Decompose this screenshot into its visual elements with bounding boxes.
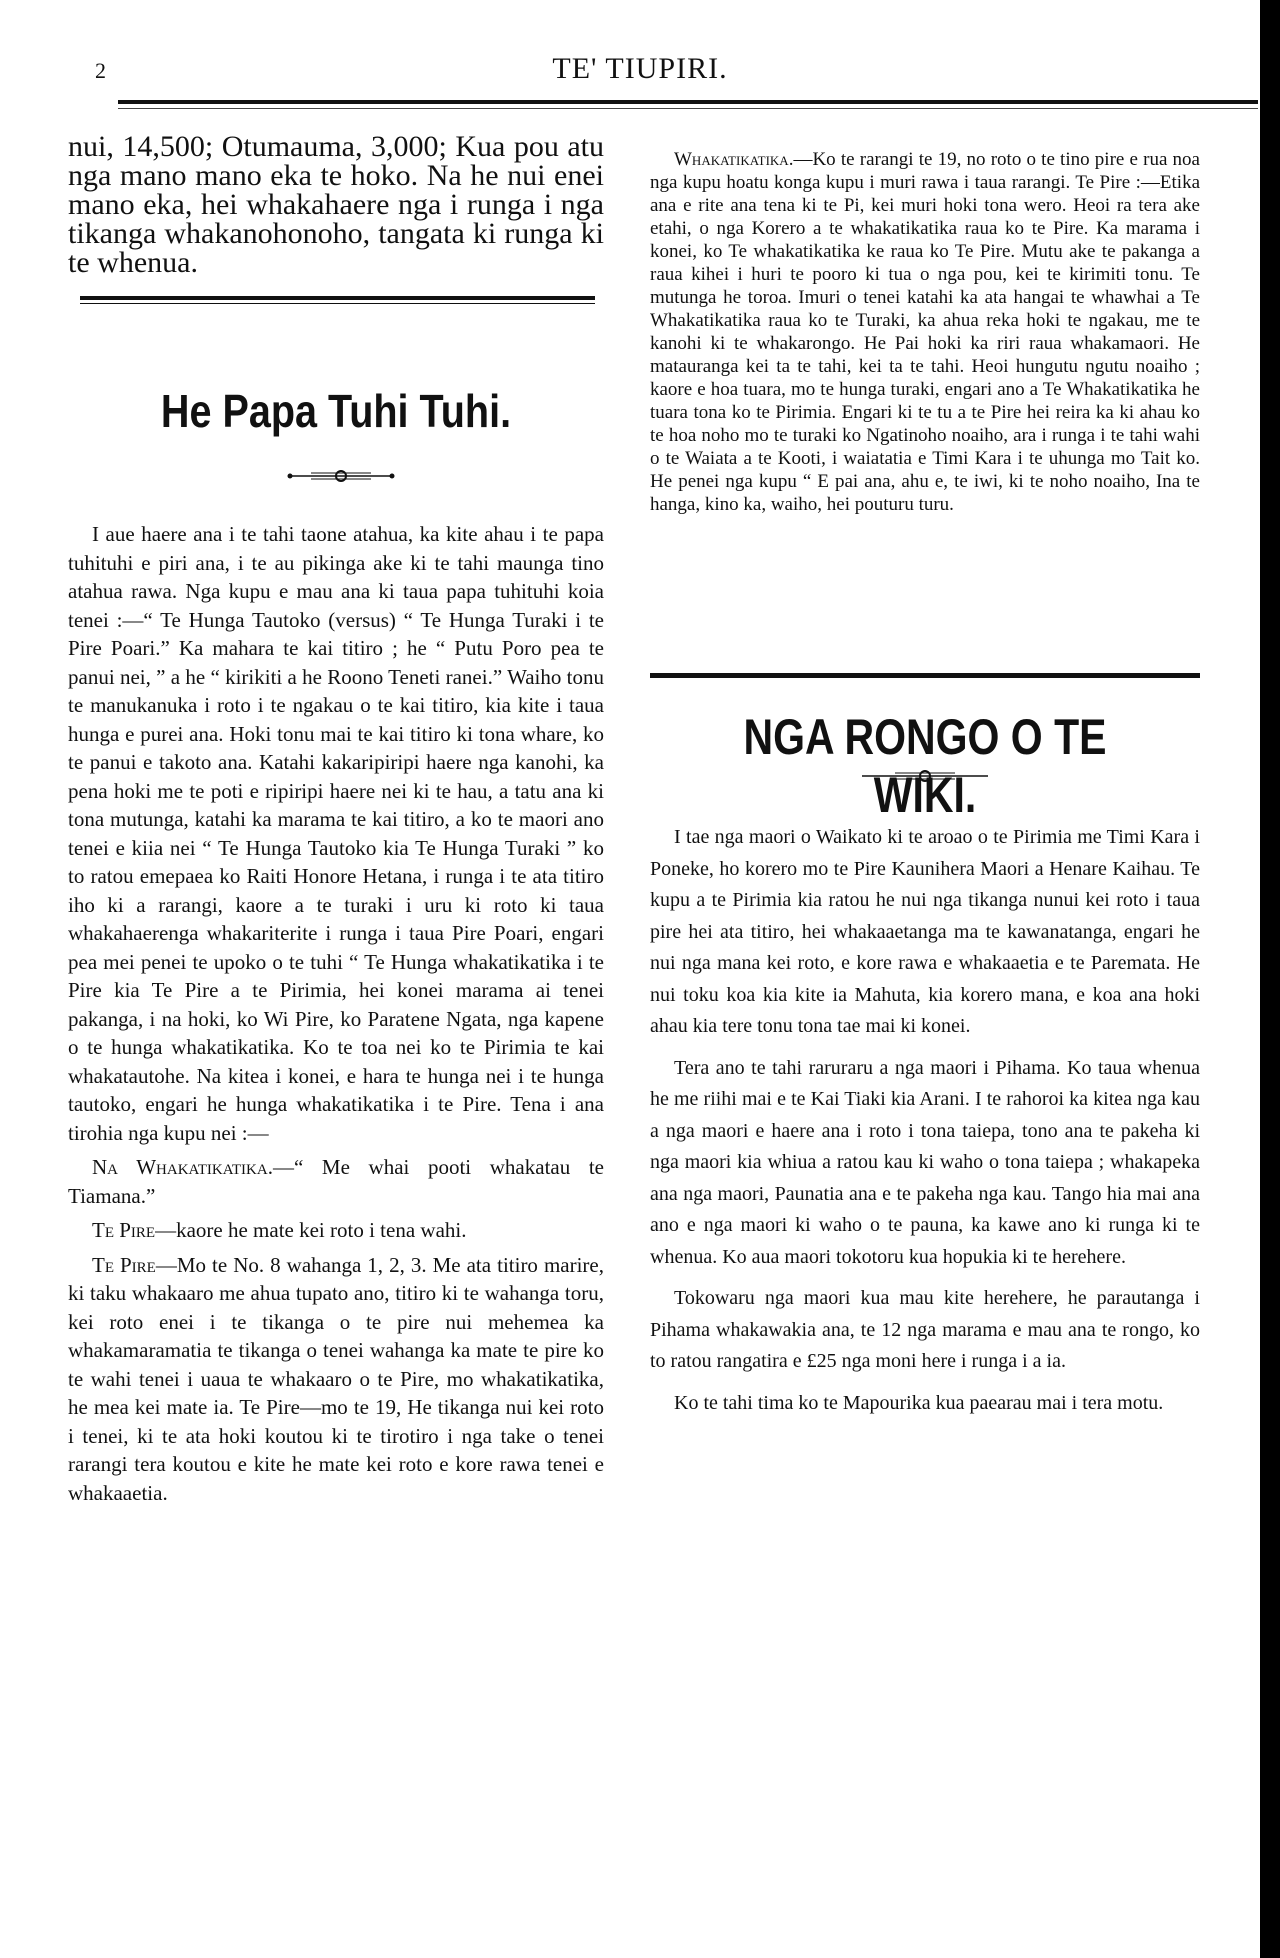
- whakatikatika-section: [650, 148, 1200, 516]
- left-intro-paragraph: [68, 132, 604, 277]
- speaker-label: Te Pire: [92, 1252, 156, 1277]
- header-rule: [118, 100, 1258, 104]
- ornament-divider-icon: [860, 768, 990, 784]
- news-paragraph: I tae nga maori o Waikato ki te aroao o te Pirimia me Timi Kara i Poneke, ho korero mo te Pire Kaunihera Maori a Henare Kaihau. Te kupu a te Pirimia kia ratou he nui nga tikanga nunui kei roto i taua pire hei ata titiro, hei whakaaetanga ma te kawanatanga, engari he nui nga mana kei roto, e kore rawa e whakaaetia e te Paremata. He nui toku koa kia kite ia Mahuta, kia korero mana, e koa ana hoki ahau kia tere tonu tona tae mai ki konei.: [650, 826, 1200, 1037]
- speaker-text: —Ko te rarangi te 19, no roto o te tino pire e rua noa nga kupu hoatu konga kupu i muri rawa i taua rarangi. Te Pire :—Etika ana e rite ana tena ki te Pi, kei muri hoki tona wero. Heoi ra tera ake etahi, o nga Korero a te whakatikatika raua ko te Pire. Ka marama i konei, ko Te whakatikatika ke raua ko Te Pire. Mutu ake te pakanga a raua kihei i huri te pooro ki tua o nga pou, kei te kirimiti tonu. Te mutunga he toroa. Imuri o tenei katahi ka ata hangai te whawhai a Te Whakatikatika raua ko te Turaki, ka ahua reka hoki te ngakau, me te kanohi ki te whakarongo. He Pai hoki ka riri raua whakamaori. He matauranga kei ta te tahi, kei ta te tahi. Heoi hungutu ngutu noaiho ; kaore e hoa tuara, mo te hunga turaki, engari ano a Te Whakatikatika he tuara tona ko te Pirimia. Engari ki te tu a te Pire hei reira ka ki ahau ko te hoa noho mo te turaki ko Ngatinoho noaiho, ara i runga i te tahi wahi o te Waiata a te Kooti, i waiatatia e Timi Kara i te uhunga mo Tait ko. He penei nga kupu “ E pai ana, ahu e, te iwi, ki te noho noaiho, Ina te hanga, kino ka, waiho, hei pouturu turu.: [650, 149, 1200, 515]
- article-body-nga-rongo: [650, 822, 1200, 1429]
- speaker-text: “ Me whai pooti whakatau te Tiamana.”: [68, 1155, 605, 1208]
- speaker-label: Te Pire: [92, 1218, 156, 1242]
- body-paragraph: [650, 148, 1200, 516]
- body-paragraph: [68, 1251, 604, 1508]
- news-paragraph: Tokowaru nga maori kua mau kite herehere, he parautanga i Pihama whakawakia ana, te 12 nga marama e mau ana te rongo, ko to ratou rangatira e £25 nga moni here i runga i a ia.: [650, 1287, 1200, 1372]
- news-paragraph: Tera ano te tahi raruraru a nga maori i Pihama. Ko taua whenua he me riihi mai e te Kai Tiaki kia Arani. I te rahoroi ka kitea nga kau a nga maori e haere ana i roto i tona taiepa, tono ana te pakeha ki nga maori kia whiua a ratou kau ki waho o tona taiepa ; whakapeka ana nga maori, Paunatia ana e te pakeha nga kau. Tango hia mai ana ano e nga maori ki waho o te pauna, ka kawe ano ki runga ki te whenua. Ko aua maori tokotoru kua hopukia ki te herehere.: [650, 1056, 1200, 1268]
- speaker-label: Whakatikatika.: [674, 149, 794, 170]
- article-heading-papa-tuhi: He Papa Tuhi Tuhi.: [160, 385, 512, 437]
- section-rule-heavy: [650, 673, 1200, 678]
- news-paragraph: Ko te tahi tima ko te Mapourika kua paearau mai i tera motu.: [674, 1391, 1164, 1414]
- speaker-text: —kaore he mate kei roto i tena wahi.: [155, 1218, 467, 1242]
- section-rule: [80, 296, 595, 300]
- speaker-label: Na Whakatikatika.—: [92, 1155, 294, 1179]
- body-paragraph: [68, 1216, 604, 1245]
- header-rule-thin: [118, 108, 1258, 109]
- page-number: 2: [95, 58, 106, 83]
- article-heading-nga-rongo: NGA RONGO O TE WIKI.: [743, 709, 1107, 823]
- article-body-papa-tuhi: [68, 520, 604, 1513]
- intro-text: nui, 14,500; Otumauma, 3,000; Kua pou atu nga mano mano eka te hoko. Na he nui enei mano eka, hei whakahaere nga i runga i nga tikanga whakanohonoho, tangata ki runga ki te whenua.: [68, 130, 604, 279]
- masthead-title: TE' TIUPIRI.: [552, 52, 728, 85]
- scan-edge: [1260, 0, 1280, 1958]
- body-paragraph: I aue haere ana i te tahi taone atahua, ka kite ahau i te papa tuhituhi e piri ana, i te au pikinga ake ki te tahi maunga tino atahua rawa. Nga kupu e mau ana ki taua papa tuhituhi koia tenei :—“ Te Hunga Tautoko (versus) “ Te Hunga Turaki i te Pire Poari.” Ka mahara te kai titiro ; he “ Putu Poro pea te panui nei, ” a he “ kirikiti a he Roono Teneti ranei.” Waiho tonu te manukanuka i roto i te ngakau o te kai titiro, kia kite i taua hunga e purei ana. Hoki tonu mai te kai titiro ki tona whare, ko te panui e takoto ana. Katahi kakaripiripi haere nga kanohi, ka pena hoki me te poti e ripiripi haere nei ki te hau, a tatu ana ki tona mutunga, katahi ka marama te kai titiro, a ko te maori ano tenei e kiia nei “ Te Hunga Tautoko kia Te Hunga Turaki ” ko to ratou emepaea ko Raiti Honore Hetana, i runga i te ata titiro iho ki a rarangi, kaore a te turaki i uru ki roto ki taua whakahaerenga whakariterite i runga i taua Pire Poari, engari pea mei penei te upoko o te tuhi “ Te Hunga whakatikatika i te Pire kia Te Pire a te Pirimia, hei konei marama ai tenei pakanga, i na hoki, ko Wi Pire, ko Paratene Ngata, nga kapene o te hunga whakatikatika. Ko te toa nei ko te Pirimia te kai whakatautohe. Na kitea i konei, e hara te hunga nei i te hunga tautoko, engari he hunga whakatikatika i te Pire. Tena i ana tirohia nga kupu nei :—: [68, 522, 604, 1145]
- ornament-divider-icon: [286, 468, 396, 484]
- speaker-text: —Mo te No. 8 wahanga 1, 2, 3. Me ata titiro marire, ki taku whakaaro me ahua tupato ano, titiro ki te wahanga toru, kei roto enei i te tikanga o te pire nui mehemea ka whakamaramatia te tikanga o tenei wahanga ka mate te pire ko te wahi tenei i uaua te whakaaro o te Pire, mo whakatikatika, he mea kei mate ia. Te Pire—mo te 19, He tikanga nui kei roto i tenei, ki te ata hoki koutou ki te tirotiro i nga take o tenei rarangi tera koutou e kite he mate kei roto e kore rawa tenei e whakaaetia.: [68, 1252, 604, 1505]
- body-paragraph: [68, 1153, 604, 1210]
- section-rule-thin: [80, 303, 595, 304]
